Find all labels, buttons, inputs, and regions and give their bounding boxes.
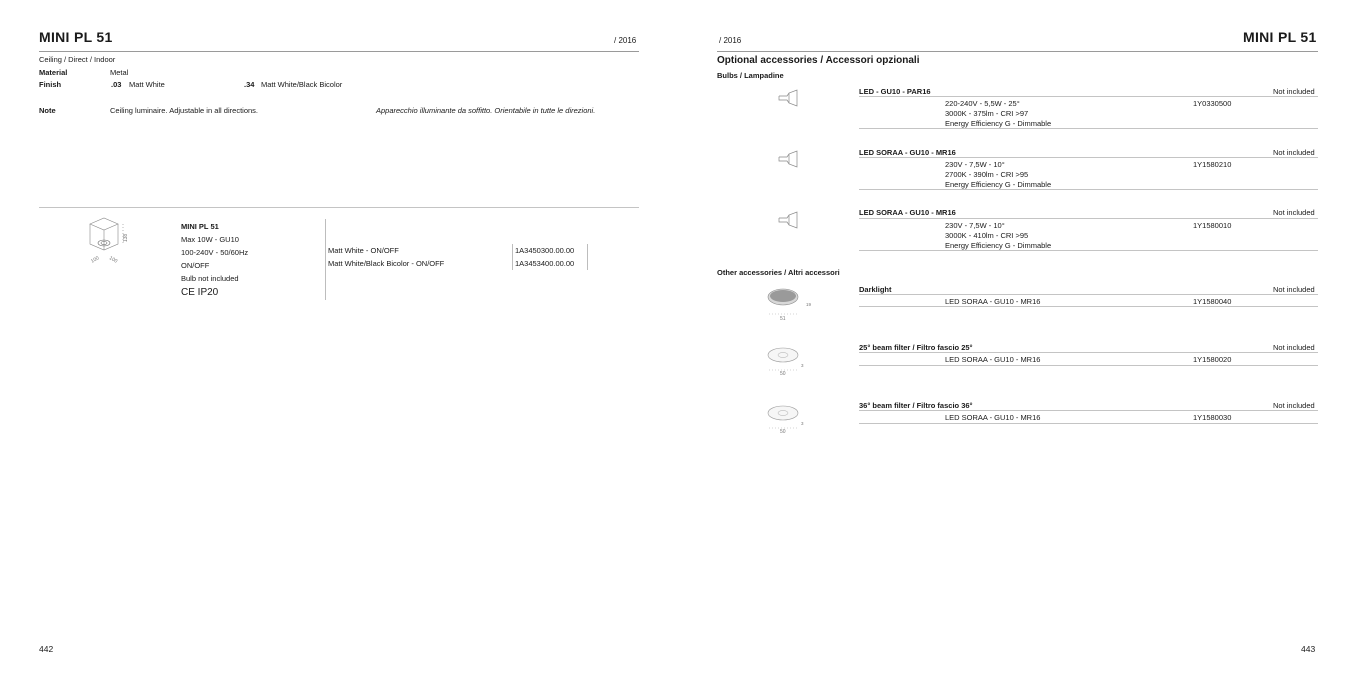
row-divider [859, 365, 1318, 366]
category-label: Ceiling / Direct / Indoor [39, 55, 116, 64]
compatibility: LED SORAA - GU10 - MR16 [945, 297, 1041, 306]
material-label: Material [39, 68, 68, 77]
product-code: 1Y1580010 [1193, 221, 1232, 230]
certification-icon: CE IP20 [181, 287, 219, 298]
column-divider [587, 244, 588, 270]
subsection-label: Bulbs / Lampadine [717, 71, 784, 80]
row-divider [859, 218, 1318, 219]
right-page [678, 0, 1356, 678]
header-divider [717, 51, 1318, 52]
product-spec: Bulb not included [181, 274, 239, 283]
bulb-icon [778, 151, 800, 167]
finish-name: Matt White [129, 80, 165, 89]
note-label: Note [39, 106, 56, 115]
spec-line: 3000K - 410lm - CRI >95 [945, 231, 1029, 240]
availability-status: Not included [1273, 87, 1315, 96]
compatibility: LED SORAA - GU10 - MR16 [945, 355, 1041, 364]
note-italian: Apparecchio illuminante da soffitto. Orientabile in tutte le direzioni. [376, 106, 596, 115]
availability-status: Not included [1273, 343, 1315, 352]
product-spec: ON/OFF [181, 261, 210, 270]
compatibility: LED SORAA - GU10 - MR16 [945, 413, 1041, 422]
spec-line: Energy Efficiency G - Dimmable [945, 180, 1052, 189]
availability-status: Not included [1273, 148, 1315, 157]
finish-code: .34 [244, 80, 255, 89]
row-divider [859, 294, 1318, 295]
availability-status: Not included [1273, 401, 1315, 410]
dimension-width: 50 [780, 371, 786, 377]
subsection-label: Other accessories / Altri accessori [717, 268, 840, 277]
row-divider [859, 250, 1318, 251]
section-title: Optional accessories / Accessori opzionali [717, 55, 920, 66]
section-divider [39, 207, 639, 208]
product-code: 1Y1580040 [1193, 297, 1232, 306]
dimension-width: 50 [780, 429, 786, 435]
accessory-name: LED SORAA - GU10 - MR16 [859, 208, 956, 217]
product-spec: Max 10W - GU10 [181, 235, 239, 244]
product-spec: 100-240V - 50/60Hz [181, 248, 249, 257]
finish-name: Matt White/Black Bicolor [261, 80, 343, 89]
darklight-icon [766, 286, 806, 320]
row-divider [859, 410, 1318, 411]
spec-line: 220-240V - 5,5W - 25° [945, 99, 1020, 108]
beam-filter-icon [766, 403, 806, 433]
column-divider [325, 219, 326, 300]
material-value: Metal [110, 68, 129, 77]
header-divider [39, 51, 639, 52]
accessory-name: LED SORAA - GU10 - MR16 [859, 148, 956, 157]
accessory-name: 36° beam filter / Filtro fascio 36° [859, 401, 973, 410]
availability-status: Not included [1273, 285, 1315, 294]
spec-line: Energy Efficiency G - Dimmable [945, 241, 1052, 250]
row-divider [859, 189, 1318, 190]
product-code: 1Y1580210 [1193, 160, 1232, 169]
beam-filter-icon [766, 345, 806, 375]
spec-line: 230V - 7,5W - 10° [945, 221, 1005, 230]
row-divider [859, 96, 1318, 97]
page-title: MINI PL 51 [1243, 29, 1317, 45]
product-name: MINI PL 51 [181, 222, 219, 231]
row-divider [859, 423, 1318, 424]
dimension-width: 100 [90, 255, 101, 265]
availability-status: Not included [1273, 208, 1315, 217]
row-divider [859, 128, 1318, 129]
variant-code: 1A3453400.00.00 [515, 259, 575, 268]
row-divider [859, 352, 1318, 353]
variant-name: Matt White - ON/OFF [328, 246, 399, 255]
note-english: Ceiling luminaire. Adjustable in all directions. [110, 106, 258, 115]
bulb-icon [778, 212, 800, 228]
spec-line: 2700K - 390lm - CRI >95 [945, 170, 1029, 179]
accessory-name: 25° beam filter / Filtro fascio 25° [859, 343, 973, 352]
product-code: 1Y1580020 [1193, 355, 1232, 364]
dimension-depth: 100 [108, 255, 119, 265]
column-divider [512, 244, 513, 270]
accessory-name: Darklight [859, 285, 892, 294]
accessory-name: LED - GU10 - PAR16 [859, 87, 931, 96]
finish-code: .03 [111, 80, 122, 89]
spec-line: 230V - 7,5W - 10° [945, 160, 1005, 169]
dimension-height: 3 [801, 363, 804, 368]
variant-code: 1A3450300.00.00 [515, 246, 575, 255]
bulb-icon [778, 90, 800, 106]
page-number: 443 [1301, 644, 1316, 654]
spec-line: 3000K - 375lm - CRI >97 [945, 109, 1029, 118]
row-divider [859, 157, 1318, 158]
spec-line: Energy Efficiency G - Dimmable [945, 119, 1052, 128]
row-divider [859, 306, 1318, 307]
dimension-width: 51 [780, 316, 786, 322]
variant-name: Matt White/Black Bicolor - ON/OFF [328, 259, 445, 268]
dimension-height: 19 [806, 302, 812, 307]
year-label: / 2016 [719, 36, 742, 45]
page-number: 442 [39, 644, 54, 654]
dimension-height: 138 [123, 233, 130, 243]
year-label: / 2016 [614, 36, 637, 45]
product-code: 1Y1580030 [1193, 413, 1232, 422]
product-code: 1Y0330500 [1193, 99, 1232, 108]
page-title: MINI PL 51 [39, 29, 113, 45]
finish-label: Finish [39, 80, 62, 89]
dimension-height: 3 [801, 421, 804, 426]
